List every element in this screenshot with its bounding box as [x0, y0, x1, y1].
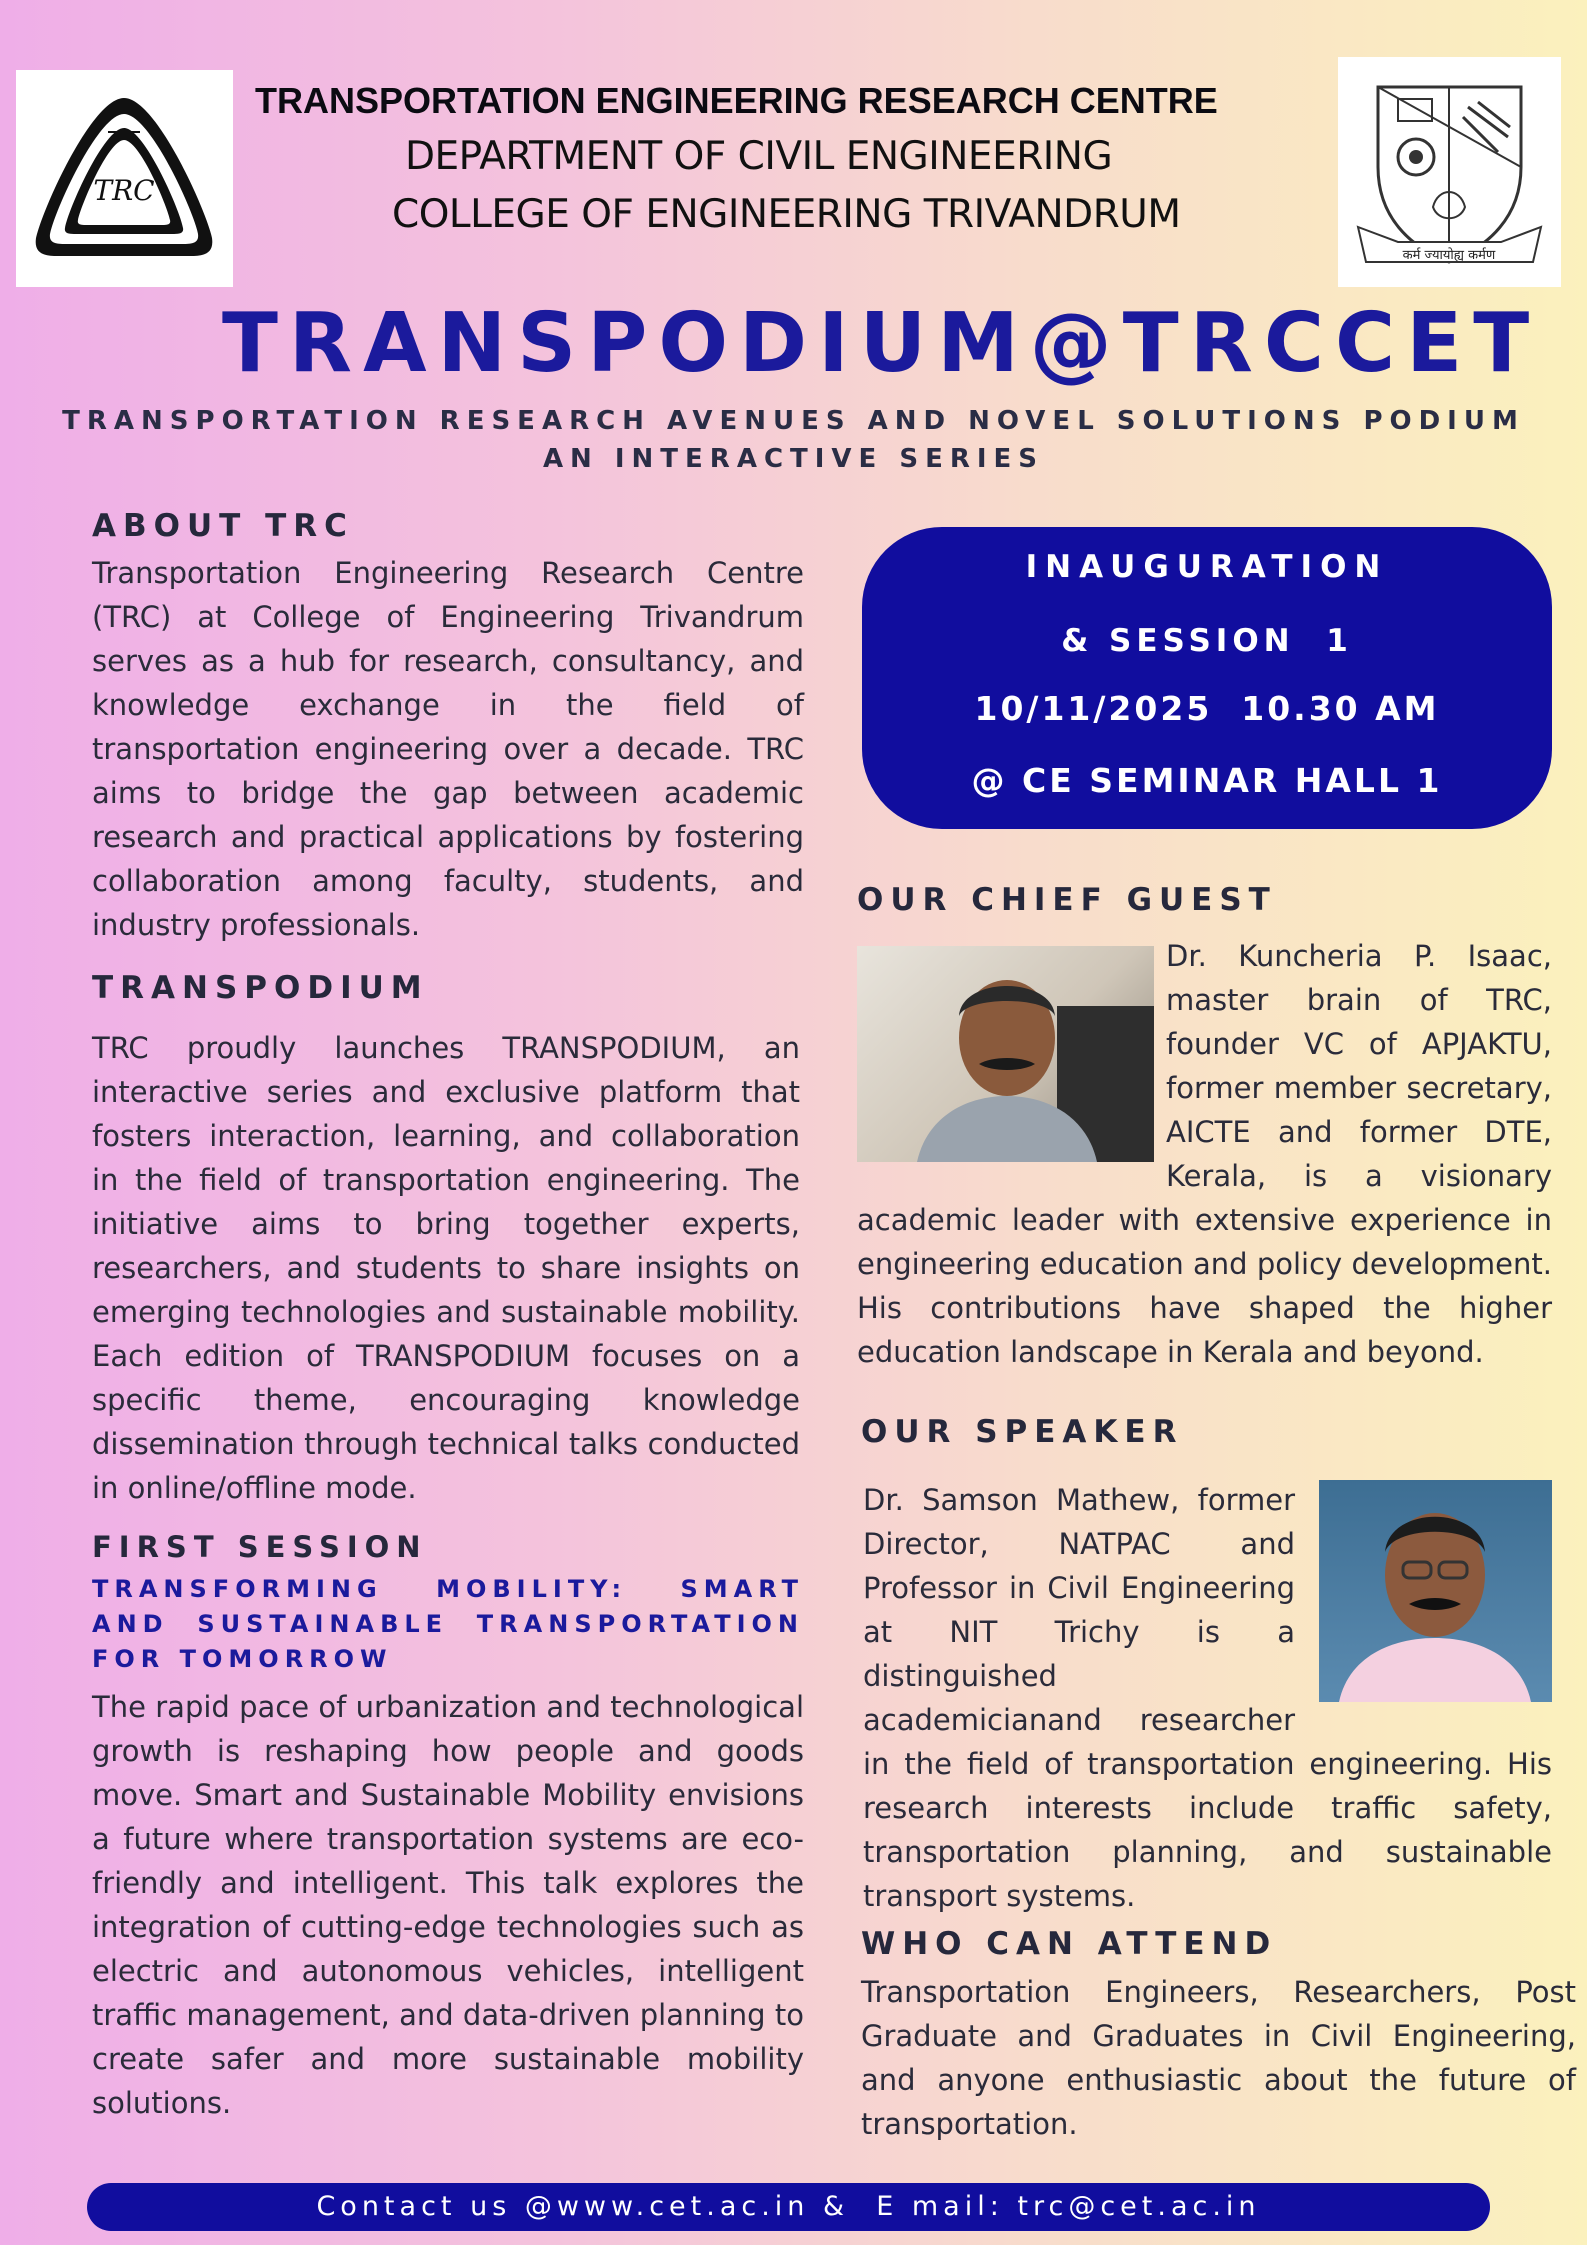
transpodium-heading: TRANSPODIUM	[92, 970, 429, 1006]
about-text: Transportation Engineering Research Centre (TRC) at College of Engineering Trivandrum serves as a hub for research, consultancy, and knowledge exchange in the field of transportation engineering over a decade. TRC aims to bridge the gap between academic research and practical applications by fostering collaboration among faculty, students, and industry professionals.	[92, 556, 804, 942]
trc-logo	[16, 70, 233, 287]
attend-heading: WHO CAN ATTEND	[861, 1926, 1278, 1962]
header-centre-name: TRANSPORTATION ENGINEERING RESEARCH CENTRE	[255, 80, 1218, 121]
first-session-heading: FIRST SESSION	[92, 1530, 428, 1564]
tagline-line1: TRANSPORTATION RESEARCH AVENUES AND NOVEL SOLUTIONS PODIUM	[62, 406, 1525, 436]
trc-initials: TRC	[93, 174, 155, 207]
person-photo-icon	[857, 946, 1154, 1162]
cet-motto: कर्म ज्यायोह्य कर्मण	[1402, 248, 1496, 263]
tagline-line2: AN INTERACTIVE SERIES	[542, 444, 1045, 474]
chief-guest-heading: OUR CHIEF GUEST	[857, 882, 1277, 918]
attend-text: Transportation Engineers, Researchers, Post Graduate and Graduates in Civil Engineering, and anyone enthusiastic about the future of transportation.	[861, 1975, 1576, 2141]
event-session: & SESSION 1	[1061, 623, 1353, 659]
about-heading: ABOUT TRC	[92, 508, 354, 544]
event-inauguration: INAUGURATION	[1025, 549, 1389, 585]
cet-logo	[1338, 57, 1561, 287]
chief-guest-photo	[857, 946, 1154, 1162]
event-datetime: 10/11/2025 10.30 AM	[974, 689, 1440, 728]
speaker-heading: OUR SPEAKER	[861, 1414, 1184, 1450]
cet-crest-icon	[1338, 57, 1561, 287]
speaker-photo	[1319, 1480, 1552, 1702]
chief-guest-text: Dr. Kuncheria P. Isaac, master brain of TRC, founder VC of APJAKTU, former member secretary, AICTE and former DTE, Kerala, is a visionary academic leader with extensive experience in engineering education and policy development. His contributions have shaped the higher education landscape in Kerala and beyond.	[857, 939, 1552, 1369]
chief-guest-block	[857, 934, 1552, 1374]
contact-footer: Contact us @www.cet.ac.in & E mail: trc@cet.ac.in	[87, 2183, 1490, 2231]
header-department: DEPARTMENT OF CIVIL ENGINEERING	[405, 134, 1113, 179]
trc-emblem-icon	[16, 70, 233, 287]
session-theme: TRANSFORMING MOBILITY: SMART AND SUSTAINABLE TRANSPORTATION FOR TOMORROW	[92, 1575, 804, 1673]
event-brand-title: TRANSPODIUM@TRCCET	[222, 296, 1541, 391]
first-session-text: The rapid pace of urbanization and technological growth is reshaping how people and goods move. Smart and Sustainable Mobility envisions a future where transportation systems are eco-friendly and intelligent. This talk explores the integration of cutting-edge technologies such as electric and autonomous vehicles, intelligent traffic management, and data-driven planning to create safer and more sustainable mobility solutions.	[92, 1690, 804, 2120]
event-venue: @ CE SEMINAR HALL 1	[971, 761, 1443, 800]
speaker-text: Dr. Samson Mathew, former Director, NATPAC and Professor in Civil Engineering at NIT Trichy is a distinguished academicianand researcher in the field of transportation engineering. His research interests include traffic safety, transportation planning, and sustainable transport systems.	[863, 1483, 1552, 1913]
person-photo-icon	[1319, 1480, 1552, 1702]
event-details-card	[862, 527, 1552, 829]
header-college: COLLEGE OF ENGINEERING TRIVANDRUM	[392, 192, 1181, 237]
transpodium-text: TRC proudly launches TRANSPODIUM, an interactive series and exclusive platform that fosters interaction, learning, and collaboration in the field of transportation engineering. The initiative aims to bring together experts, researchers, and students to share insights on emerging technologies and sustainable mobility. Each edition of TRANSPODIUM focuses on a specific theme, encouraging knowledge dissemination through technical talks conducted in online/offline mode.	[92, 1031, 800, 1505]
speaker-block	[863, 1478, 1552, 1918]
